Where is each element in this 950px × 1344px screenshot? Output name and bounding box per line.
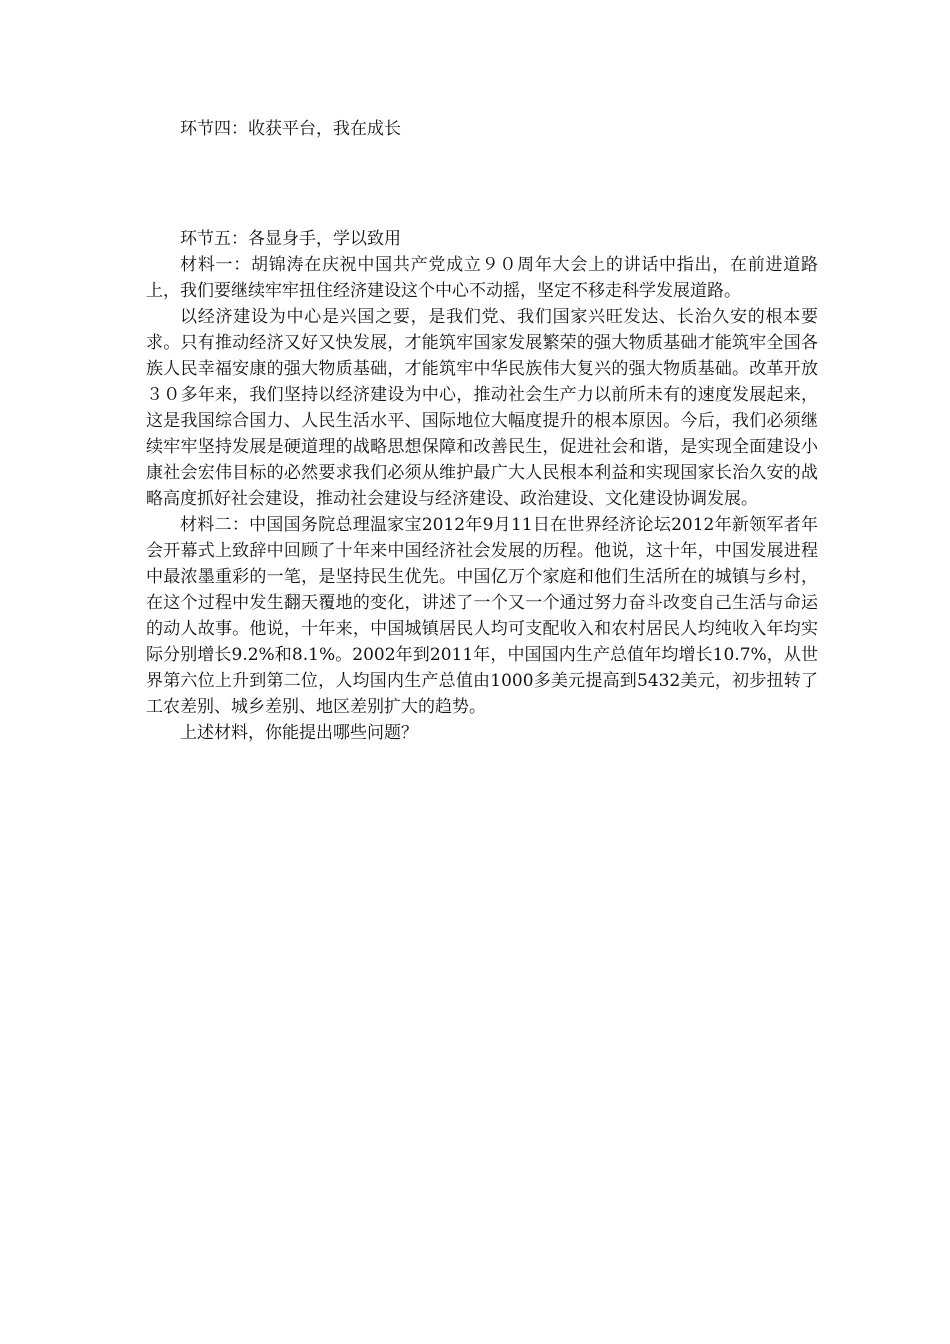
economic-construction-paragraph: 以经济建设为中心是兴国之要，是我们党、我们国家兴旺发达、长治久安的根本要求。只有推动经济又好又快发展，才能筑牢国家发展繁荣的强大物质基础才能筑牢全国各族人民幸福安康的强大物质基础，才能筑牢中华民族伟大复兴的强大物质基础。改革开放３０多年来，我们坚持以经济建设为中心，推动社会生产力以前所未有的速度发展起来，这是我国综合国力、人民生活水平、国际地位大幅度提升的根本原因。今后，我们必须继续牢牢坚持发展是硬道理的战略思想保障和改善民生，促进社会和谐，是实现全面建设小康社会宏伟目标的必然要求我们必须从维护最广大人民根本利益和实现国家长治久安的战略高度抓好社会建设，推动社会建设与经济建设、政治建设、文化建设协调发展。 [146,307,818,509]
answer-space [146,142,818,226]
document-body [146,116,818,746]
section-five-heading: 环节五：各显身手，学以致用 [180,229,401,249]
section-four-heading: 环节四：收获平台，我在成长 [180,119,401,139]
material-two-paragraph: 材料二：中国国务院总理温家宝2012年9月11日在世界经济论坛2012年新领军者年会开幕式上致辞中回顾了十年来中国经济社会发展的历程。他说，这十年，中国发展进程中最浓墨重彩的一笔，是坚持民生优先。中国亿万个家庭和他们生活所在的城镇与乡村，在这个过程中发生翻天覆地的变化，讲述了一个又一个通过努力奋斗改变自己生活与命运的动人故事。他说，十年来，中国城镇居民人均可支配收入和农村居民人均纯收入年均实际分别增长9.2%和8.1%。2002年到2011年，中国国内生产总值年均增长10.7%，从世界第六位上升到第二位，人均国内生产总值由1000多美元提高到5432美元，初步扭转了工农差别、城乡差别、地区差别扩大的趋势。 [146,515,818,717]
material-one-paragraph: 材料一：胡锦涛在庆祝中国共产党成立９０周年大会上的讲话中指出，在前进道路上，我们要继续牢牢扭住经济建设这个中心不动摇，坚定不移走科学发展道路。 [146,255,818,301]
question-prompt: 上述材料，你能提出哪些问题？ [180,723,418,743]
